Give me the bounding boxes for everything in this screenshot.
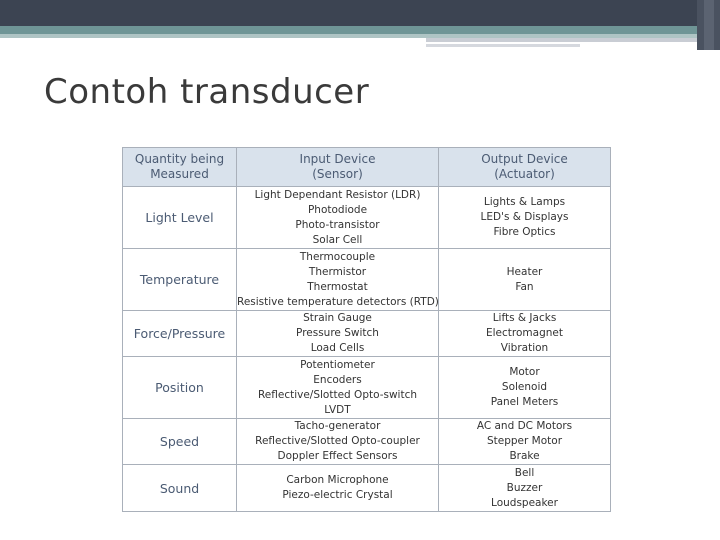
input-cell <box>237 249 439 311</box>
input-item: Photo-transistor <box>295 218 380 231</box>
output-item: LED's & Displays <box>480 211 569 223</box>
input-item: Carbon Microphone <box>286 474 389 486</box>
input-item: Piezo-electric Crystal <box>282 489 393 501</box>
input-cell <box>237 357 439 419</box>
input-item: Reflective/Slotted Opto-coupler <box>255 435 420 447</box>
header-rule-long <box>426 38 720 42</box>
top-banner <box>0 0 720 26</box>
output-item: Brake <box>509 450 540 462</box>
output-item: Lifts & Jacks <box>492 312 557 324</box>
table-row <box>123 249 611 311</box>
input-item: Thermostat <box>307 280 368 293</box>
input-item: Strain Gauge <box>303 312 372 324</box>
output-item: Loudspeaker <box>491 496 558 509</box>
output-item: Vibration <box>500 342 549 354</box>
header-quantity <box>123 148 237 187</box>
quantity-cell: Speed <box>123 419 237 465</box>
input-cell <box>237 465 439 512</box>
top-accent-stripe <box>0 26 720 34</box>
slide-title: Contoh transducer <box>44 72 370 112</box>
output-cell <box>439 311 611 357</box>
quantity-cell: Light Level <box>123 187 237 249</box>
input-item: Tacho-generator <box>294 420 381 432</box>
output-cell <box>439 187 611 249</box>
header-line: Output Device <box>481 152 568 166</box>
input-item: Pressure Switch <box>296 327 379 339</box>
input-item: Potentiometer <box>300 358 375 371</box>
input-item: Thermistor <box>308 265 367 278</box>
output-cell <box>439 249 611 311</box>
input-item: Light Dependant Resistor (LDR) <box>254 188 421 201</box>
table-row <box>123 419 611 465</box>
transducer-table-container <box>122 147 610 512</box>
table-header-row <box>123 148 611 187</box>
output-item: Fan <box>515 280 534 293</box>
table-row <box>123 311 611 357</box>
input-cell <box>237 419 439 465</box>
input-item: Resistive temperature detectors (RTD) <box>237 295 439 308</box>
output-item: Panel Meters <box>490 396 559 408</box>
input-item: Doppler Effect Sensors <box>277 450 398 462</box>
corner-block-inner <box>704 0 714 50</box>
quantity-cell: Force/Pressure <box>123 311 237 357</box>
header-line: (Actuator) <box>494 167 555 181</box>
output-item: Lights & Lamps <box>483 196 566 208</box>
input-cell <box>237 187 439 249</box>
output-item: Bell <box>514 466 535 479</box>
header-line: Measured <box>150 167 209 181</box>
output-item: Motor <box>509 366 540 378</box>
table-row <box>123 465 611 512</box>
output-item: Solenoid <box>501 381 548 393</box>
input-item: Photodiode <box>307 203 368 216</box>
quantity-cell: Temperature <box>123 249 237 311</box>
output-item: AC and DC Motors <box>476 420 573 432</box>
input-item: Encoders <box>313 373 362 386</box>
table-row <box>123 357 611 419</box>
input-cell <box>237 311 439 357</box>
input-item: Load Cells <box>310 342 365 354</box>
header-input-device <box>237 148 439 187</box>
output-item: Stepper Motor <box>486 435 563 447</box>
input-item: Reflective/Slotted Opto-switch <box>257 388 418 401</box>
output-cell <box>439 419 611 465</box>
output-item: Fibre Optics <box>493 226 556 238</box>
table-row <box>123 187 611 249</box>
transducer-table <box>122 147 611 512</box>
input-item: Thermocouple <box>299 250 376 263</box>
header-line: (Sensor) <box>312 167 363 181</box>
output-item: Electromagnet <box>486 327 563 339</box>
output-cell <box>439 465 611 512</box>
header-output-device <box>439 148 611 187</box>
header-line: Input Device <box>299 152 376 166</box>
quantity-cell: Position <box>123 357 237 419</box>
quantity-cell: Sound <box>123 465 237 512</box>
header-line: Quantity being <box>134 152 225 166</box>
output-item: Heater <box>506 265 543 278</box>
input-item: LVDT <box>324 403 351 416</box>
header-rule-short <box>426 44 580 47</box>
output-cell <box>439 357 611 419</box>
input-item: Solar Cell <box>312 233 363 246</box>
output-item: Buzzer <box>506 481 543 494</box>
